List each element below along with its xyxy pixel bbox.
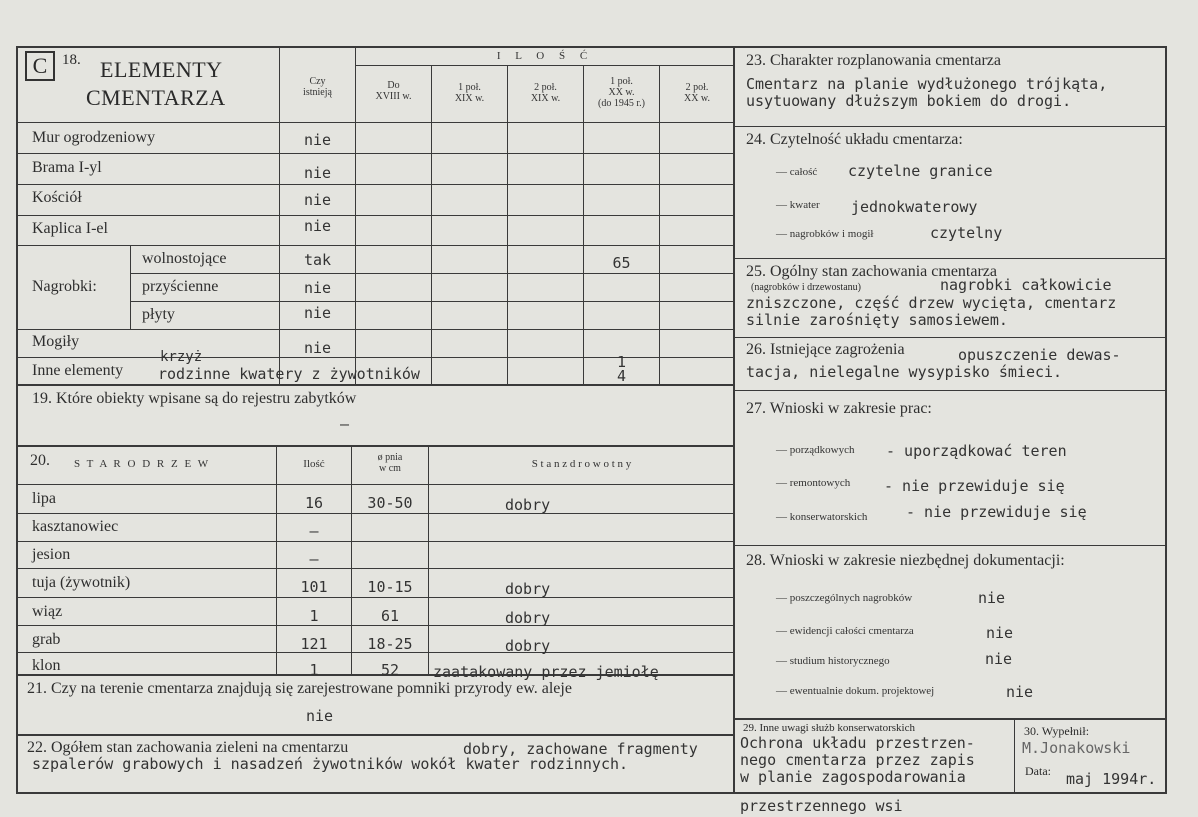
- q28-item-value: nie: [978, 589, 1006, 607]
- element-label: Kościół: [32, 189, 82, 206]
- q29-label: 29. Inne uwagi służb konserwatorskich: [743, 722, 915, 734]
- q24-item-label: — kwater: [776, 199, 820, 211]
- q21-label: 21. Czy na terenie cmentarza znajdują się zarejestrowane pomniki przyrody ew. aleje: [27, 680, 572, 697]
- q23-line1: Cmentarz na planie wydłużonego trójkąta,: [746, 75, 1108, 93]
- section-title-line2: CMENTARZA: [86, 85, 226, 110]
- q28-item-value: nie: [986, 624, 1014, 642]
- tree-name: lipa: [32, 490, 56, 507]
- tree-diam: 10-15: [367, 578, 413, 596]
- tree-diam: 30-50: [367, 494, 413, 512]
- mogily-exists: nie: [303, 339, 332, 357]
- tree-name: grab: [32, 631, 61, 648]
- trees-title: S T A R O D R Z E W: [74, 458, 211, 470]
- q27-item-value: - nie przewiduje się: [906, 503, 1087, 521]
- q27-item-value: - nie przewiduje się: [884, 477, 1065, 495]
- element-exists: nie: [303, 191, 332, 209]
- trees-qty-header: Ilość: [303, 458, 325, 470]
- element-exists: nie: [303, 131, 332, 149]
- tree-state: dobry: [505, 580, 551, 598]
- q25-line1: nagrobki całkowicie: [940, 276, 1112, 294]
- tree-state: zaatakowany przez jemiołę: [433, 663, 659, 681]
- q27-item-label: — konserwatorskich: [776, 511, 868, 523]
- frame-right: [1165, 46, 1167, 794]
- tree-state: dobry: [505, 609, 551, 627]
- tree-qty: —: [309, 550, 319, 568]
- inne-line1: krzyż: [160, 349, 203, 365]
- q24-item-value: czytelny: [930, 224, 1003, 242]
- q25-label: 25. Ogólny stan zachowania cmentarza: [746, 263, 998, 280]
- q24-item-label: — nagrobków i mogił: [776, 228, 874, 240]
- q22-line2: szpalerów grabowych i nasadzeń żywotników wokół kwater rodzinnych.: [32, 755, 629, 773]
- q29-line1: Ochrona układu przestrzen-: [740, 734, 975, 752]
- period-header-1: Do XVIII w.: [375, 80, 412, 102]
- q24-item-value: czytelne granice: [848, 162, 993, 180]
- nagrobki-type: płyty: [142, 306, 175, 323]
- tree-state: dobry: [505, 637, 551, 655]
- q28-item-value: nie: [1006, 683, 1034, 701]
- q26-line2: tacja, nielegalne wysypisko śmieci.: [746, 363, 1063, 381]
- tree-diam: 61: [380, 607, 400, 625]
- period-header-4: 1 poł. XX w. (do 1945 r.): [598, 76, 645, 109]
- exists-header: Czy istnieją: [303, 76, 332, 98]
- inne-label: Inne elementy: [32, 362, 124, 379]
- tree-name: tuja (żywotnik): [32, 574, 131, 591]
- inne-line2: rodzinne kwatery z żywotników: [158, 365, 420, 383]
- nagrobki-type: wolnostojące: [142, 250, 227, 267]
- nagrobki-type: przyścienne: [142, 278, 219, 295]
- q19-label: 19. Które obiekty wpisane są do rejestru zabytków: [32, 390, 357, 407]
- q26-line1: opuszczenie dewas-: [958, 346, 1121, 364]
- inne-count2: 4: [616, 367, 627, 385]
- tree-state: dobry: [505, 496, 551, 514]
- section-letter: C: [32, 53, 48, 78]
- trees-diam-header: ø pnia w cm: [377, 452, 403, 474]
- tree-qty: 101: [300, 578, 328, 596]
- tree-diam: 52: [380, 661, 400, 679]
- mogily-label: Mogiły: [32, 333, 80, 350]
- tree-qty: 121: [300, 635, 328, 653]
- nagrobki-label: Nagrobki:: [32, 278, 97, 295]
- q22-line1: dobry, zachowane fragmenty: [463, 740, 698, 758]
- q24-item-value: jednokwaterowy: [851, 198, 978, 216]
- element-label: Mur ogrodzeniowy: [32, 129, 156, 146]
- q25-sublabel: (nagrobków i drzewostanu): [751, 282, 861, 293]
- q27-item-value: - uporządkować teren: [886, 442, 1067, 460]
- period-header-2: 1 poł. XIX w.: [454, 82, 485, 104]
- nagrobki-exists: nie: [303, 279, 332, 297]
- tree-name: kasztanowiec: [32, 518, 119, 535]
- frame-left: [16, 46, 18, 794]
- tree-qty: 1: [309, 607, 319, 625]
- tree-diam: 18-25: [367, 635, 413, 653]
- tree-name: klon: [32, 657, 61, 674]
- q28-item-value: nie: [985, 650, 1013, 668]
- nagrobki-exists: tak: [303, 251, 332, 269]
- q23-label: 23. Charakter rozplanowania cmentarza: [746, 52, 1001, 69]
- q28-item-label: — ewidencji całości cmentarza: [776, 625, 914, 637]
- q29-line4: przestrzennego wsi: [740, 797, 903, 815]
- quantity-header: I L O Ś Ć: [496, 50, 594, 62]
- q30-date-label: Data:: [1025, 764, 1051, 778]
- q30-name: M.Jonakowski: [1022, 739, 1131, 757]
- nagrobki-exists: nie: [303, 304, 332, 322]
- q30-date: maj 1994r.: [1066, 770, 1157, 788]
- tree-qty: 16: [304, 494, 324, 512]
- q25-line3: silnie zarośnięty samosiewem.: [746, 311, 1008, 329]
- tree-qty: 1: [309, 661, 319, 679]
- tree-qty: —: [309, 522, 319, 540]
- section-letter-box: [25, 51, 55, 81]
- tree-name: jesion: [32, 546, 71, 563]
- period-header-3: 2 poł. XIX w.: [530, 82, 561, 104]
- column-divider: [733, 46, 735, 792]
- q29-line3: w planie zagospodarowania: [740, 768, 966, 786]
- q26-label: 26. Istniejące zagrożenia: [746, 341, 905, 358]
- section-title-line1: ELEMENTY: [100, 57, 223, 82]
- section-number: 18.: [62, 52, 81, 68]
- trees-health-header: S t a n z d r o w o t n y: [531, 458, 632, 470]
- q23-line2: usytuowany dłuższym bokiem do drogi.: [746, 92, 1072, 110]
- q27-label: 27. Wnioski w zakresie prac:: [746, 400, 932, 417]
- q27-item-label: — porządkowych: [776, 444, 855, 456]
- trees-number: 20.: [30, 452, 50, 469]
- q28-label: 28. Wnioski w zakresie niezbędnej dokumentacji:: [746, 552, 1065, 569]
- q29-line2: nego cmentarza przez zapis: [740, 751, 975, 769]
- element-label: Kaplica I-el: [32, 220, 108, 237]
- tree-name: wiąz: [32, 603, 63, 620]
- frame-top: [16, 46, 1166, 48]
- inne-count1: 1: [616, 353, 627, 371]
- q28-item-label: — studium historycznego: [776, 655, 890, 667]
- q28-item-label: — ewentualnie dokum. projektowej: [776, 685, 935, 697]
- period-header-5: 2 poł. XX w.: [683, 82, 710, 104]
- q30-label: 30. Wypełnił:: [1024, 724, 1090, 738]
- q28-item-label: — poszczególnych nagrobków: [776, 592, 913, 604]
- element-label: Brama I-yl: [32, 159, 102, 176]
- q24-label: 24. Czytelność układu cmentarza:: [746, 131, 963, 148]
- q24-item-label: — całość: [776, 166, 818, 178]
- frame-bottom: [16, 792, 1167, 794]
- q25-line2: zniszczone, część drzew wycięta, cmentarz: [746, 294, 1117, 312]
- nagrobki-count: 65: [612, 254, 631, 272]
- q22-label: 22. Ogółem stan zachowania zieleni na cmentarzu: [27, 739, 349, 756]
- q21-answer: nie: [306, 707, 334, 725]
- element-exists: nie: [303, 217, 332, 235]
- element-exists: nie: [303, 164, 332, 182]
- q19-answer: —: [340, 415, 350, 433]
- q27-item-label: — remontowych: [776, 477, 851, 489]
